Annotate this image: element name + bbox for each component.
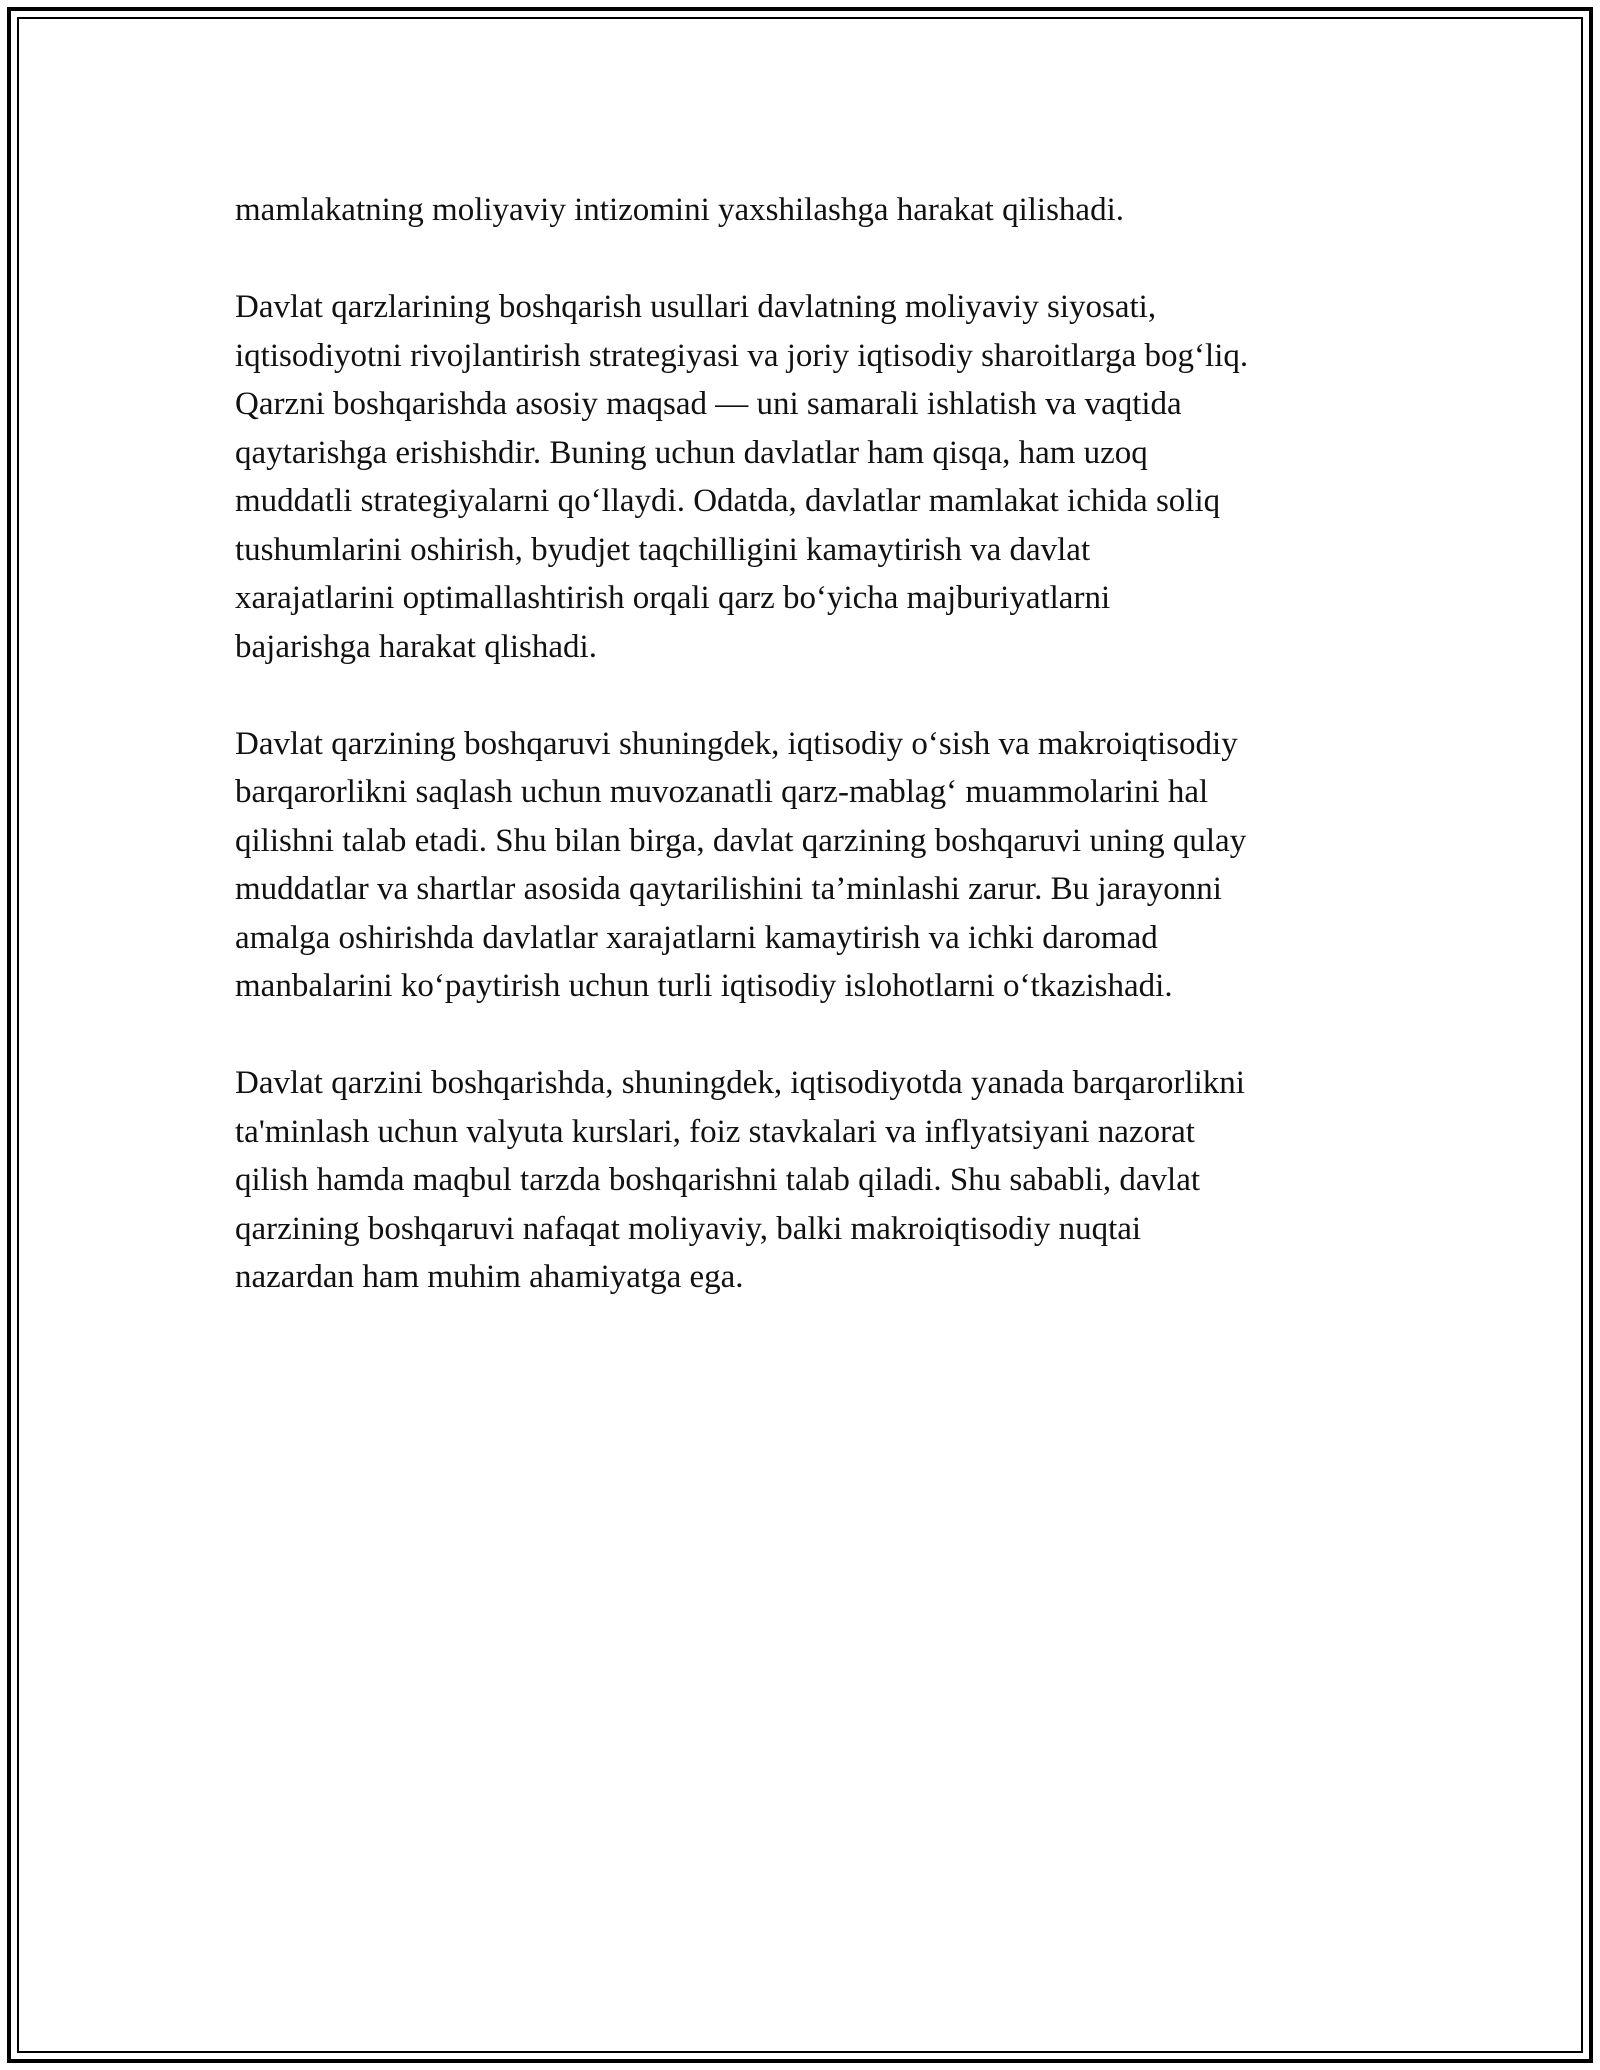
document-body — [235, 186, 1375, 1350]
paragraph-continuation: mamlakatning moliyaviy intizomini yaxshilashga harakat qilishadi. — [235, 192, 1124, 228]
paragraph-debt-management-balance: Davlat qarzining boshqaruvi shuningdek, iqtisodiy o‘sish va makroiqtisodiy barqarorlikni saqlash uchun muvozanatli qarz-mablag‘ muammolarini hal qilishni talab etadi. Shu bilan birga, davlat qarzining boshqaruvi uning qulay muddatlar va shartlar asosida qaytarilishini ta’minlashi zarur. Bu jarayonni amalga oshirishda davlatlar xarajatlarni kamaytirish va ichki daromad manbalarini ko‘paytirish uchun turli iqtisodiy islohotlarni o‘tkazishadi. — [235, 725, 1247, 1004]
paragraph-macroeconomic-stability: Davlat qarzini boshqarishda, shuningdek, iqtisodiyotda yanada barqarorlikni ta'minlash uchun valyuta kurslari, foiz stavkalari va inflyatsiyani nazorat qilish hamda maqbul tarzda boshqarishni talab qiladi. Shu sababli, davlat qarzining boshqaruvi nafaqat moliyaviy, balki makroiqtisodiy nuqtai nazardan ham muhim ahamiyatga ega. — [235, 1065, 1245, 1295]
paragraph-debt-management-methods: Davlat qarzlarining boshqarish usullari davlatning moliyaviy siyosati, iqtisodiyotni rivojlantirish strategiyasi va joriy iqtisodiy sharoitlarga bog‘liq. Qarzni boshqarishda asosiy maqsad — uni samarali ishlatish va vaqtida qaytarishga erishishdir. Buning uchun davlatlar ham qisqa, ham uzoq muddatli strategiyalarni qo‘llaydi. Odatda, davlatlar mamlakat ichida soliq tushumlarini oshirish, byudjet taqchilligini kamaytirish va davlat xarajatlarini optimallashtirish orqali qarz bo‘yicha majburiyatlarni bajarishga harakat qlishadi. — [235, 289, 1249, 665]
